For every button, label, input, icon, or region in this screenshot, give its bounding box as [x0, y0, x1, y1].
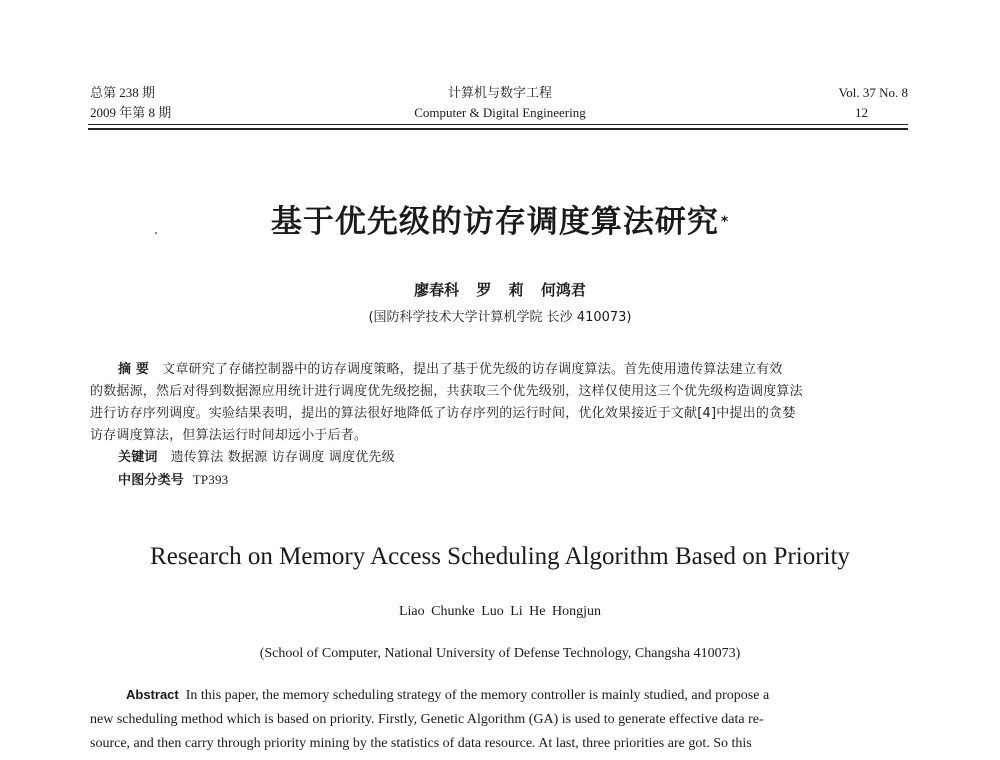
abstract-cn-text-1: 文章研究了存储控制器中的访存调度策略，提出了基于优先级的访存调度算法。首先使用遗传算法建立有效: [162, 362, 783, 377]
clc-value: TP393: [192, 472, 229, 487]
abstract-cn-line-3: 进行访存序列调度。实验结果表明，提出的算法很好地降低了访存序列的运行时间，优化效果接近于文献[4]中提出的贪婪: [90, 406, 796, 421]
abstract-cn-line-2: 的数据源，然后对得到数据源应用统计进行调度优先级挖掘，共获取三个优先级别，这样仅使用这三个优先级构造调度算法: [90, 384, 803, 399]
keywords-cn: [90, 447, 910, 469]
abstract-en-label: Abstract: [126, 687, 179, 702]
paper-title-en: Research on Memory Access Scheduling Algorithm Based on Priority: [150, 543, 850, 570]
issue-total: 总第 238 期: [90, 85, 156, 100]
journal-name-en: Computer & Digital Engineering: [414, 105, 586, 120]
issue-year: 2009 年第 8 期: [90, 105, 172, 120]
abstract-en-line-1: [90, 683, 910, 708]
header-rule-thin: [88, 124, 908, 125]
abstract-cn: [90, 359, 910, 492]
volume-number: Vol. 37 No. 8: [838, 85, 908, 100]
paper-title-cn-text: 基于优先级的访存调度算法研究: [270, 204, 719, 240]
affiliation-en: (School of Computer, National University of Defense Technology, Changsha 410073): [259, 646, 741, 661]
abstract-en-text-1: In this paper, the memory scheduling strategy of the memory controller is mainly studied, and propose a: [185, 688, 770, 703]
abstract-en: [90, 683, 910, 756]
abstract-cn-label: 摘 要: [118, 362, 150, 377]
abstract-cn-line-1: [90, 359, 910, 381]
authors-en: Liao Chunke Luo Li He Hongjun: [398, 604, 602, 619]
page-number: 12: [855, 105, 868, 120]
clc-label: 中图分类号: [118, 473, 185, 488]
journal-name-cn: 计算机与数字工程: [447, 85, 552, 100]
abstract-cn-line-4: 访存调度算法，但算法运行时间却远小于后者。: [90, 428, 368, 443]
keywords-cn-label: 关键词: [118, 450, 158, 465]
paper-title-cn: [0, 204, 1000, 240]
abstract-en-line-2: new scheduling method which is based on priority. Firstly, Genetic Algorithm (GA) is used to generate effective data re-: [90, 712, 764, 727]
clc-number: [90, 469, 910, 492]
abstract-en-line-3: source, and then carry through priority mining by the statistics of data resource. At last, three priorities are got. So this: [90, 736, 752, 751]
affiliation-cn: (国防科学技术大学计算机学院 长沙 410073): [368, 310, 632, 325]
header-rule-thick: [88, 128, 908, 130]
authors-cn: 廖春科 罗 莉 何鸿君: [414, 281, 586, 299]
title-footnote-mark: *: [720, 214, 730, 230]
keywords-cn-value: 遗传算法 数据源 访存调度 调度优先级: [170, 450, 395, 465]
